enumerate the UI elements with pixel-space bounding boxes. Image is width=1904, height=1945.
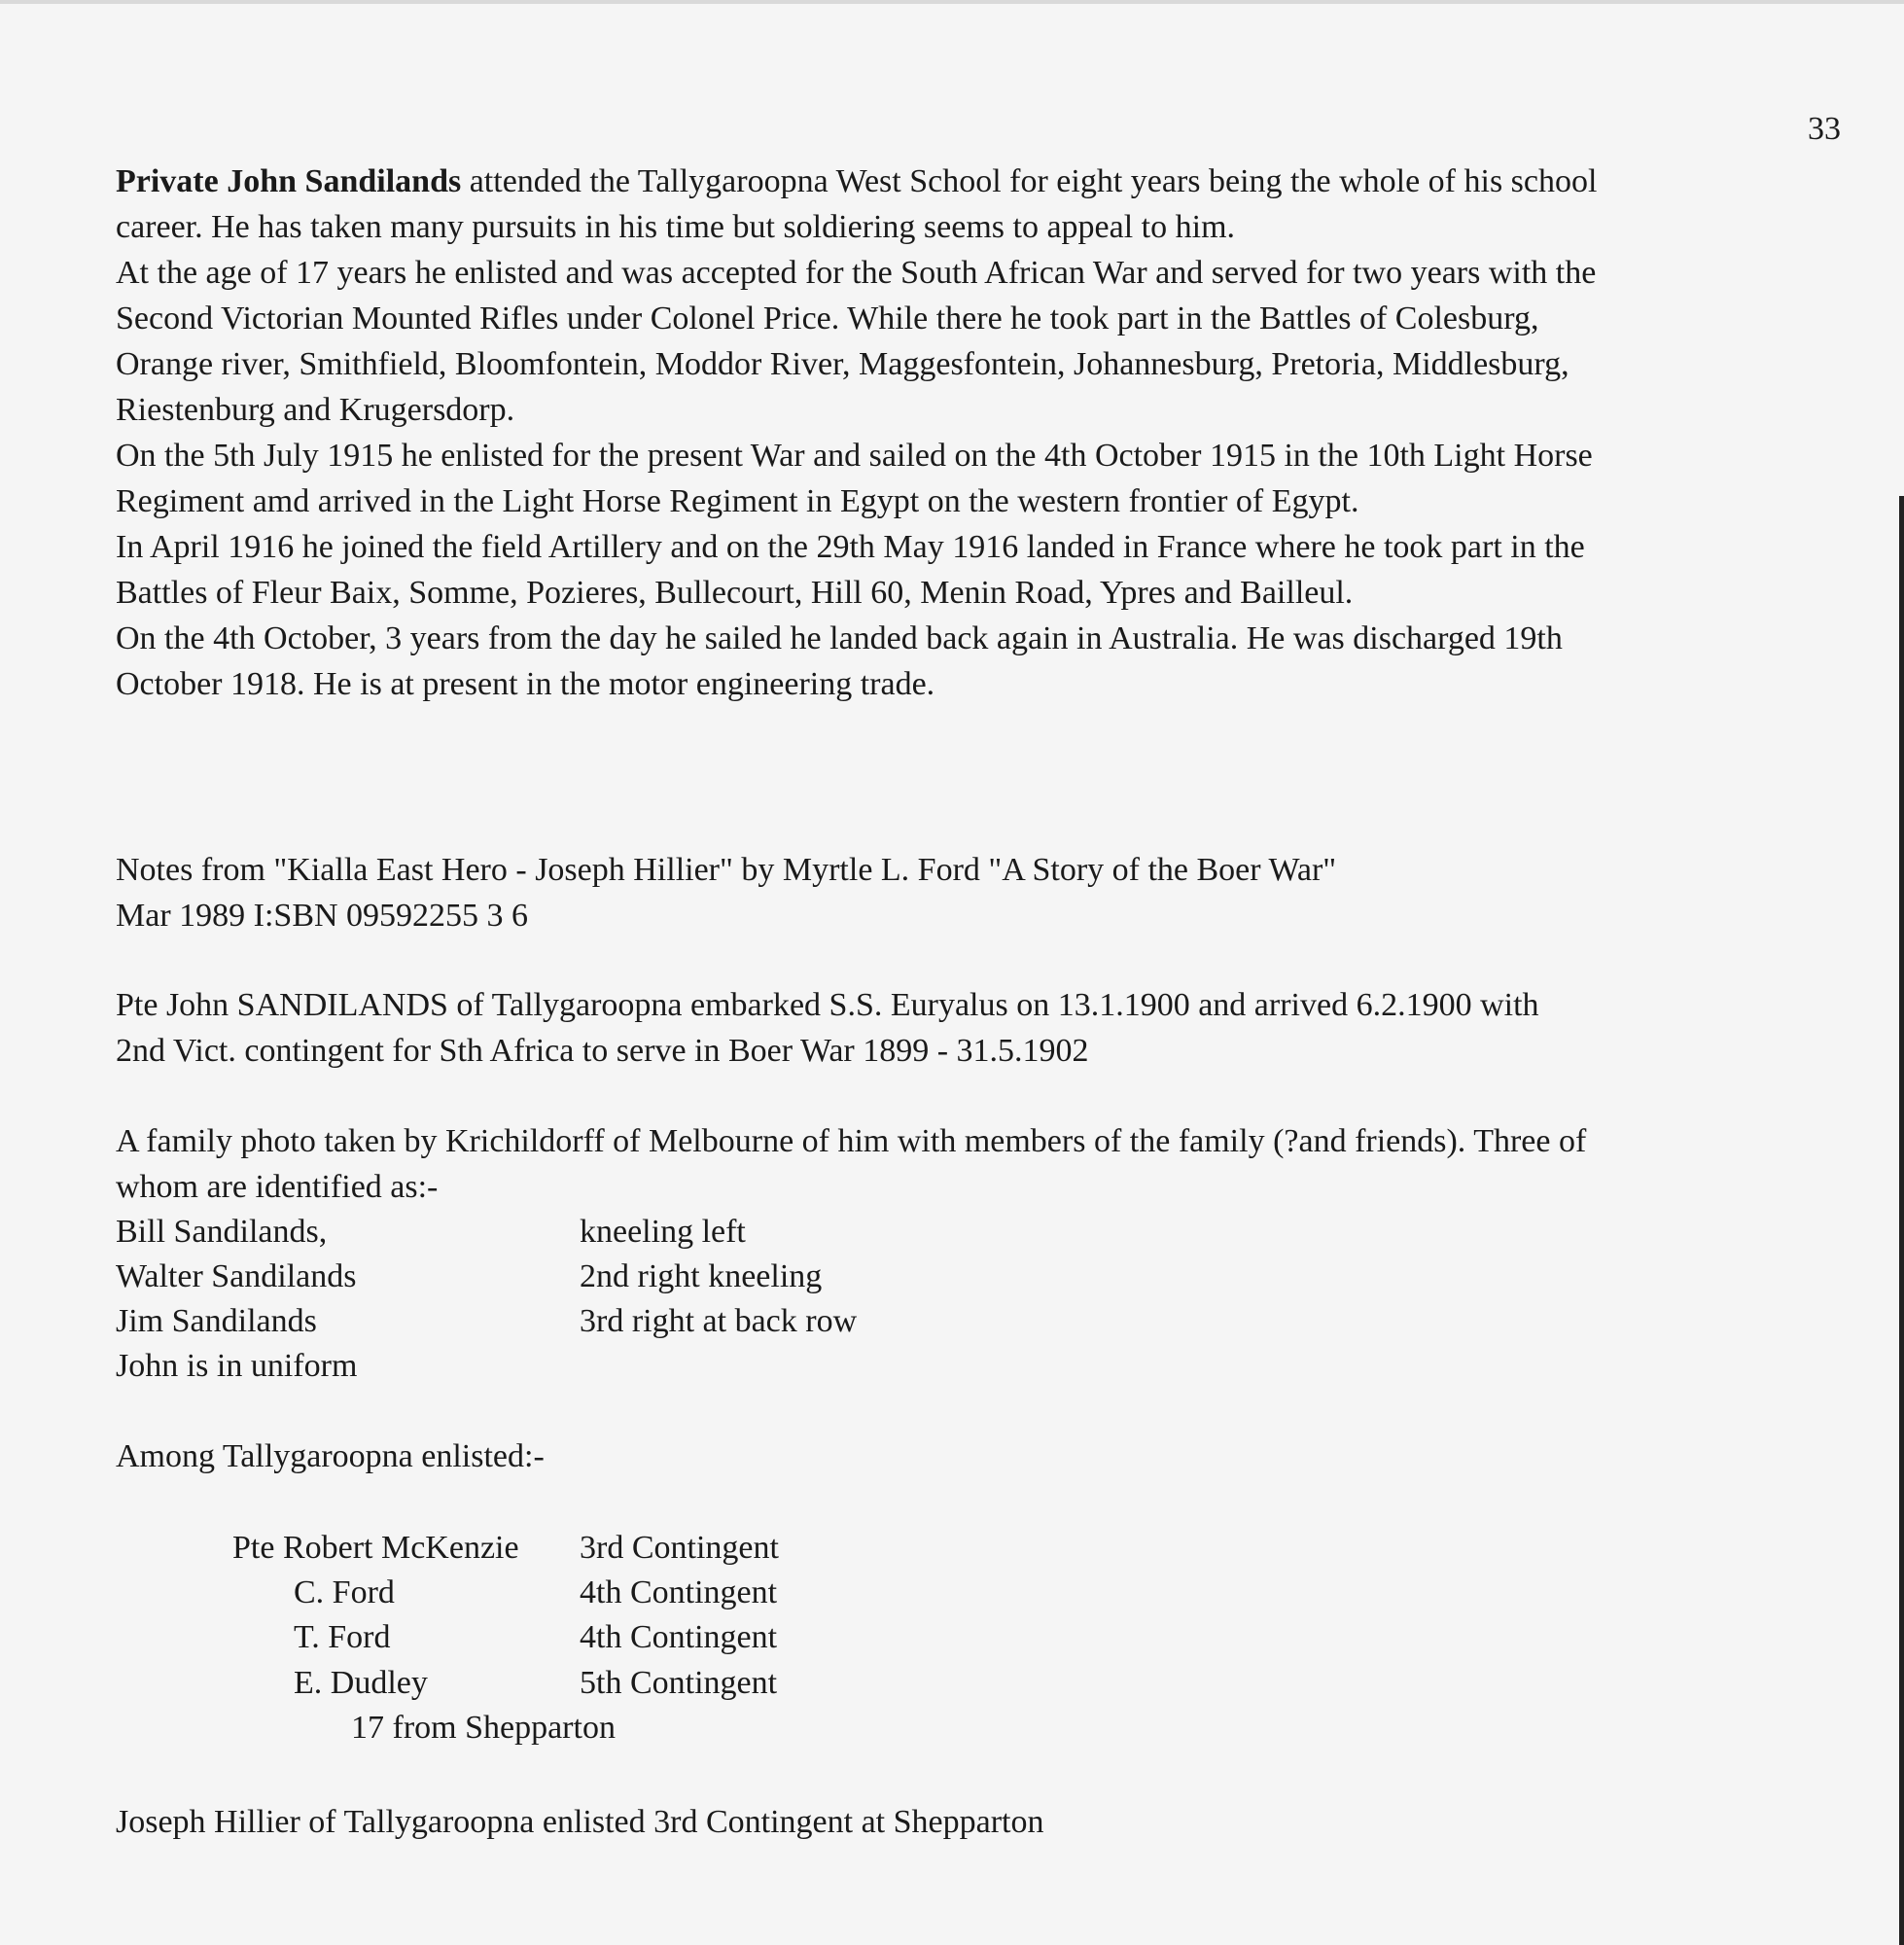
bio-name: Private John Sandilands bbox=[116, 163, 462, 199]
bio-line: Riestenburg and Krugersdorp. bbox=[116, 392, 515, 428]
enlisted-contingent: 4th Contingent bbox=[580, 1619, 778, 1655]
photo-paragraph bbox=[116, 1118, 1866, 1210]
embark-line-2: 2nd Vict. contingent for Sth Africa to serve in Boer War 1899 - 31.5.1902 bbox=[116, 1033, 1089, 1069]
uniform-note: John is in uniform bbox=[116, 1348, 358, 1384]
person-position: kneeling left bbox=[580, 1214, 746, 1250]
bio-line: Second Victorian Mounted Rifles under Colonel Price. While there he took part in the Battles of Colesburg, bbox=[116, 301, 1539, 336]
person-name: Walter Sandilands bbox=[116, 1258, 357, 1294]
enlisted-name: E. Dudley bbox=[294, 1665, 428, 1701]
person-name: Bill Sandilands, bbox=[116, 1214, 328, 1250]
photo-line-2: whom are identified as:- bbox=[116, 1169, 439, 1205]
notes-source bbox=[116, 847, 1866, 938]
bio-line: At the age of 17 years he enlisted and was accepted for the South African War and served for two years with the bbox=[116, 255, 1597, 291]
photo-line-1: A family photo taken by Krichildorff of Melbourne of him with members of the family (?and friends). Three of bbox=[116, 1123, 1587, 1159]
enlisted-name: T. Ford bbox=[294, 1619, 391, 1655]
bio-paragraph bbox=[116, 159, 1866, 707]
enlisted-contingent: 5th Contingent bbox=[580, 1665, 778, 1701]
bio-line-1 bbox=[116, 159, 1866, 204]
bio-line: October 1918. He is at present in the motor engineering trade. bbox=[116, 666, 935, 702]
person-name: Jim Sandilands bbox=[116, 1303, 317, 1339]
bio-line: In April 1916 he joined the field Artillery and on the 29th May 1916 landed in France where he took part in the bbox=[116, 529, 1585, 565]
enlisted-name: C. Ford bbox=[294, 1574, 395, 1610]
bio-line: Battles of Fleur Baix, Somme, Pozieres, Bullecourt, Hill 60, Menin Road, Ypres and Bailleul. bbox=[116, 575, 1354, 611]
page-number: 33 bbox=[1808, 111, 1841, 147]
enlisted-heading: Among Tallygaroopna enlisted:- bbox=[116, 1438, 545, 1474]
scan-edge-right bbox=[1899, 496, 1904, 1945]
closing-line: Joseph Hillier of Tallygaroopna enlisted 3rd Contingent at Shepparton bbox=[116, 1804, 1044, 1840]
enlisted-contingent: 3rd Contingent bbox=[580, 1530, 779, 1566]
person-position: 2nd right kneeling bbox=[580, 1258, 823, 1294]
scan-edge-top bbox=[0, 0, 1904, 4]
person-position: 3rd right at back row bbox=[580, 1303, 858, 1339]
notes-line-2: Mar 1989 I:SBN 09592255 3 6 bbox=[116, 898, 529, 934]
enlisted-footer: 17 from Shepparton bbox=[351, 1710, 616, 1746]
embark-paragraph bbox=[116, 982, 1866, 1074]
bio-line: Orange river, Smithfield, Bloomfontein, Moddor River, Maggesfontein, Johannesburg, Pretoria, Middlesburg, bbox=[116, 346, 1569, 382]
enlisted-contingent: 4th Contingent bbox=[580, 1574, 778, 1610]
enlisted-name: Pte Robert McKenzie bbox=[232, 1530, 519, 1566]
bio-line: On the 4th October, 3 years from the day he sailed he landed back again in Australia. He was discharged 19th bbox=[116, 620, 1563, 656]
bio-line: Regiment amd arrived in the Light Horse Regiment in Egypt on the western frontier of Egypt. bbox=[116, 483, 1359, 519]
bio-line-1-text: attended the Tallygaroopna West School for eight years being the whole of his school bbox=[461, 163, 1598, 199]
bio-line: career. He has taken many pursuits in his time but soldiering seems to appeal to him. bbox=[116, 209, 1236, 245]
embark-line-1: Pte John SANDILANDS of Tallygaroopna embarked S.S. Euryalus on 13.1.1900 and arrived 6.2.1900 with bbox=[116, 987, 1539, 1023]
notes-line-1: Notes from "Kialla East Hero - Joseph Hillier" by Myrtle L. Ford "A Story of the Boer War" bbox=[116, 852, 1337, 888]
bio-line: On the 5th July 1915 he enlisted for the present War and sailed on the 4th October 1915 in the 10th Light Horse bbox=[116, 438, 1593, 474]
